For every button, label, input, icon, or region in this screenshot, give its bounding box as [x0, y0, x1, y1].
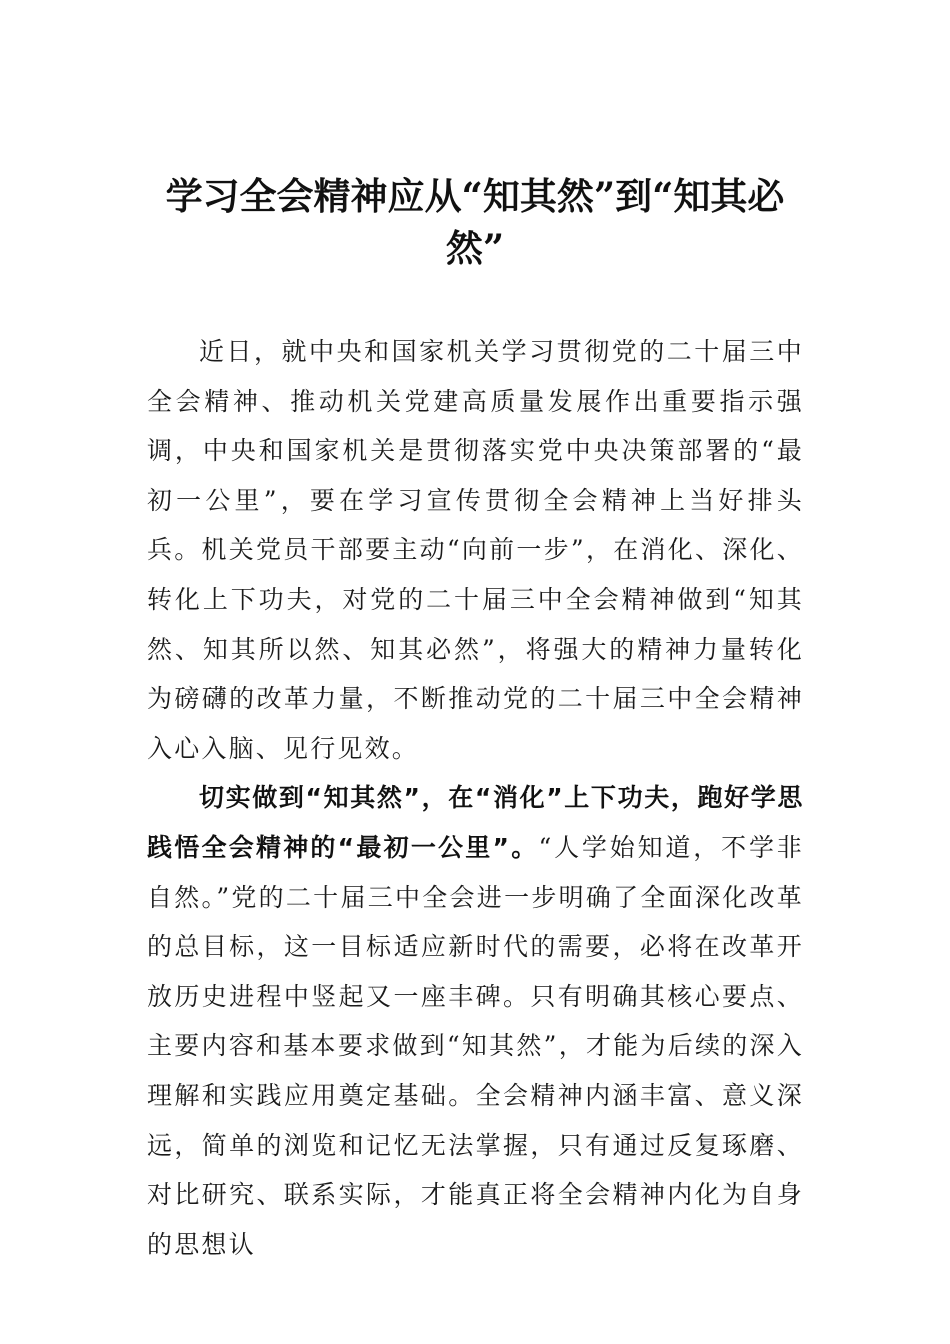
document-title: 学习全会精神应从“知其然”到“知其必然”: [165, 174, 785, 270]
paragraph-2-text: “人学始知道，不学非自然。”党的二十届三中全会进一步明确了全面深化改革的总目标，这一目标适应新时代的需要，必将在改革开放历史进程中竖起又一座丰碑。只有明确其核心要点、主要内容和基本要求做到“知其然”，才能为后续的深入理解和实践应用奠定基础。全会精神内涵丰富、意义深远，简单的浏览和记忆无法掌握，只有通过反复琢磨、对比研究、联系实际，才能真正将全会精神内化为自身的思想认: [147, 832, 804, 1259]
paragraph-1: [147, 327, 804, 773]
paragraph-1-text: 近日，就中央和国家机关学习贯彻党的二十届三中全会精神、推动机关党建高质量发展作出重要指示强调，中央和国家机关是贯彻落实党中央决策部署的“最初一公里”，要在学习宣传贯彻全会精神上当好排头兵。机关党员干部要主动“向前一步”，在消化、深化、转化上下功夫，对党的二十届三中全会精神做到“知其然、知其所以然、知其必然”，将强大的精神力量转化为磅礴的改革力量，不断推动党的二十届三中全会精神入心入脑、见行见效。: [147, 337, 804, 763]
paragraph-2-lead: 切实做到“知其然”，在“消化”上下功夫，跑好学思践悟全会精神的“最初一公里”。: [147, 783, 804, 862]
document-body: [147, 327, 804, 1269]
paragraph-2: [147, 773, 804, 1269]
